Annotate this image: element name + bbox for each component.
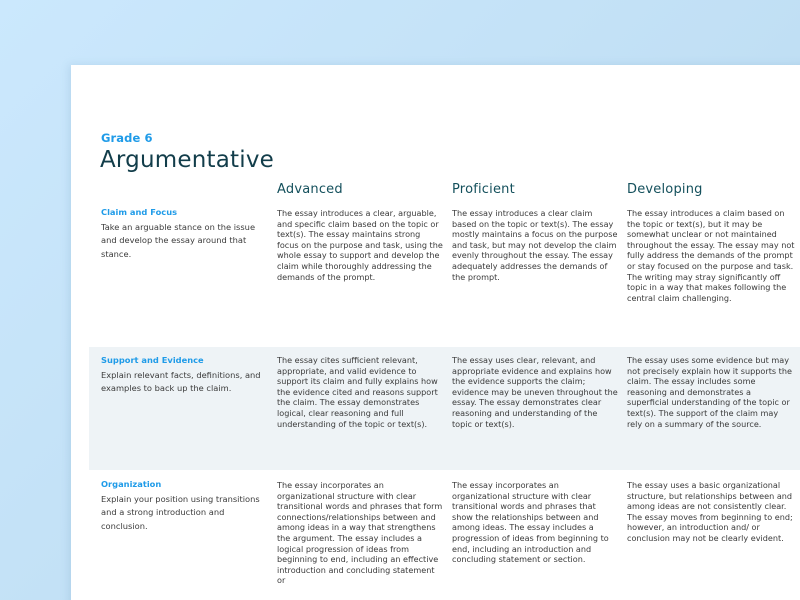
rubric-row-organization <box>89 470 800 600</box>
criterion-description: Take an arguable stance on the issue and develop the essay around that stance. <box>101 222 256 259</box>
criterion <box>101 355 269 396</box>
criterion-description: Explain relevant facts, definitions, and examples to back up the claim. <box>101 370 261 394</box>
column-header-proficient: Proficient <box>452 182 515 197</box>
grade-label: Grade 6 <box>101 131 153 145</box>
cell-advanced: The essay incorporates an organizational structure with clear transitional words and phrases that form connections/relationships between and among ideas in a way that strengthens the argument. The essay includes a logical progression of ideas from beginning to end, including an effective introduction and concluding statement or <box>277 480 443 586</box>
criterion-name: Support and Evidence <box>101 355 204 365</box>
column-header-developing: Developing <box>627 182 703 197</box>
rubric-card <box>71 65 800 600</box>
cell-advanced: The essay cites sufficient relevant, appropriate, and valid evidence to support its claim and fully explains how the evidence cited and reasons support the claim. The essay demonstrates logical, clear reasoning and full understanding of the topic or text(s). <box>277 355 438 429</box>
cell-proficient: The essay incorporates an organizational structure with clear transitional words and phrases that show the relationships between and among ideas. The essay includes a progression of ideas from beginning to end, including an introduction and concluding statement or section. <box>452 480 609 565</box>
criterion <box>101 207 269 261</box>
criterion-description: Explain your position using transitions and a strong introduction and conclusion. <box>101 494 260 531</box>
rubric-row-claim-and-focus <box>89 200 800 347</box>
column-header-advanced: Advanced <box>277 182 343 197</box>
cell-proficient: The essay introduces a clear claim based on the topic or text(s). The essay mostly maintains a focus on the purpose and task, but may not develop the claim evenly throughout the essay. The essay adequately addresses the demands of the prompt. <box>452 208 618 282</box>
cell-developing: The essay uses some evidence but may not precisely explain how it supports the claim. The essay includes some reasoning and demonstrates a superficial understanding of the topic or text(s). The support of the claim may rely on a summary of the source. <box>627 355 792 429</box>
cell-developing: The essay introduces a claim based on the topic or text(s), but it may be somewhat unclear or not maintained throughout the essay. The essay may not fully address the demands of the prompt or stay focused on the purpose and task. The writing may stray significantly off topic in a way that makes following the central claim challenging. <box>627 208 795 303</box>
cell-developing: The essay uses a basic organizational structure, but relationships between and among ideas are not consistently clear. The essay moves from beginning to end; however, an introduction and/ or conclusion may not be clearly evident. <box>627 480 793 543</box>
rubric-row-support-and-evidence <box>89 347 800 470</box>
criterion-name: Organization <box>101 479 162 489</box>
criterion <box>101 479 269 533</box>
criterion-name: Claim and Focus <box>101 207 178 217</box>
page-title: Argumentative <box>100 147 274 173</box>
cell-proficient: The essay uses clear, relevant, and appropriate evidence and explains how the evidence supports the claim; evidence may be uneven throughout the essay. The essay demonstrates clear reasoning and understanding of the topic or text(s). <box>452 355 618 429</box>
cell-advanced: The essay introduces a clear, arguable, and specific claim based on the topic or text(s). The essay maintains strong focus on the purpose and task, using the whole essay to support and develop the claim while thoroughly addressing the demands of the prompt. <box>277 208 443 282</box>
